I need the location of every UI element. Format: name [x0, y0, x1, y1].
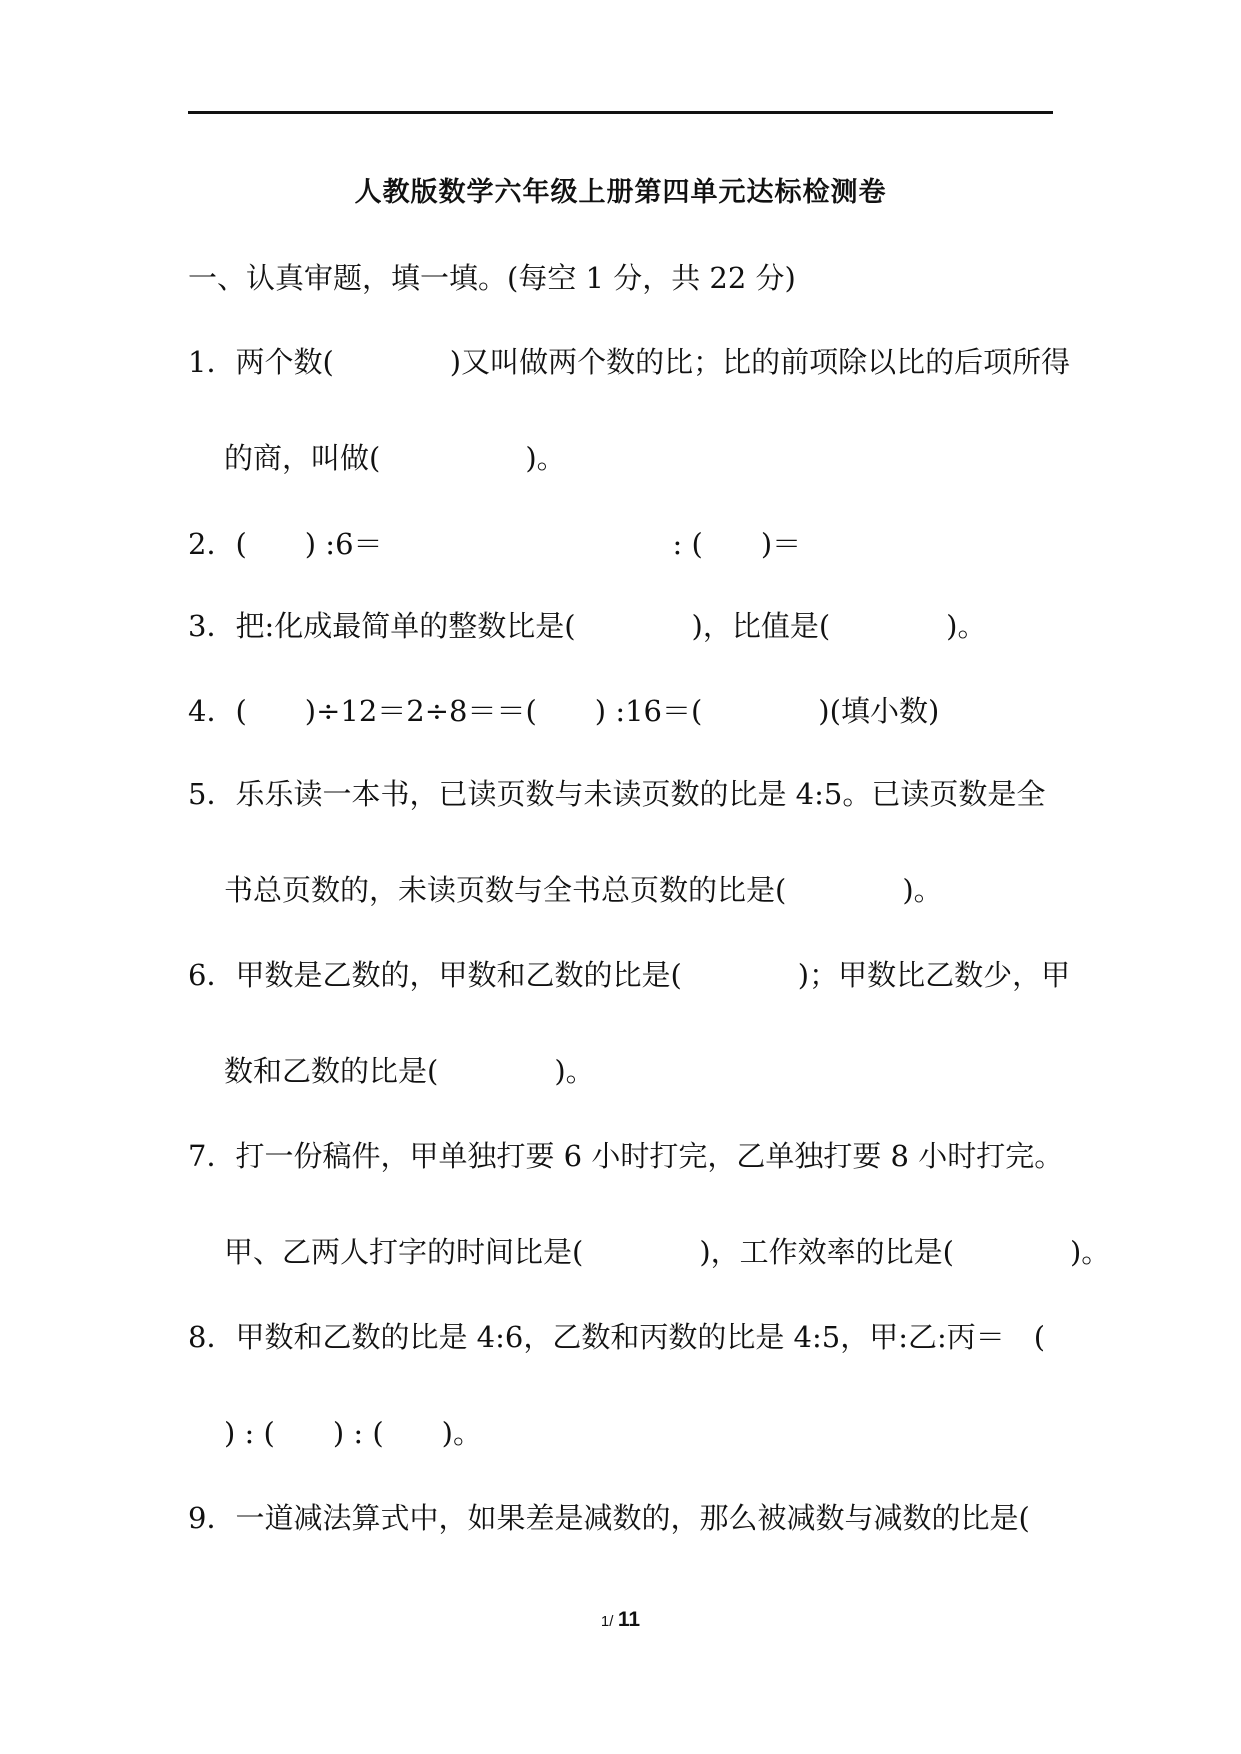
- page-number: [0, 1608, 1241, 1632]
- question-1-line-1: 1．两个数( )又叫做两个数的比；比的前项除以比的后项所得: [188, 345, 1071, 379]
- page-number-total: 11: [617, 1608, 641, 1631]
- section-heading: 一、认真审题，填一填。(每空 1 分，共 22 分): [188, 261, 796, 295]
- question-4: 4．( )÷12＝2÷8＝＝( ) :16＝( )(填小数): [188, 694, 940, 728]
- question-3: 3．把:化成最简单的整数比是( )，比值是( )。: [188, 609, 987, 643]
- page-number-current: 1/: [600, 1613, 614, 1630]
- question-7-line-2: 甲、乙两人打字的时间比是( )，工作效率的比是( )。: [224, 1235, 1111, 1269]
- question-2: 2．( ) :6＝ : ( )＝: [188, 527, 802, 561]
- question-5-line-1: 5．乐乐读一本书，已读页数与未读页数的比是 4:5。已读页数是全: [188, 777, 1046, 811]
- question-8-line-1: 8．甲数和乙数的比是 4:6，乙数和丙数的比是 4:5，甲:乙:丙＝ (: [188, 1320, 1046, 1354]
- question-8-line-2: ) : ( ) : ( )。: [224, 1416, 482, 1450]
- question-6-line-1: 6．甲数是乙数的，甲数和乙数的比是( )；甲数比乙数少，甲: [188, 958, 1071, 992]
- question-9-line-1: 9．一道减法算式中，如果差是减数的，那么被减数与减数的比是(: [188, 1501, 1030, 1535]
- question-1-line-2: 的商，叫做( )。: [224, 441, 566, 475]
- question-5-line-2: 书总页数的，未读页数与全书总页数的比是( )。: [224, 873, 943, 907]
- header-rule: [188, 111, 1053, 114]
- document-title: 人教版数学六年级上册第四单元达标检测卷: [354, 177, 887, 208]
- question-7-line-1: 7．打一份稿件，甲单独打要 6 小时打完，乙单独打要 8 小时打完。: [188, 1139, 1064, 1173]
- question-6-line-2: 数和乙数的比是( )。: [224, 1054, 595, 1088]
